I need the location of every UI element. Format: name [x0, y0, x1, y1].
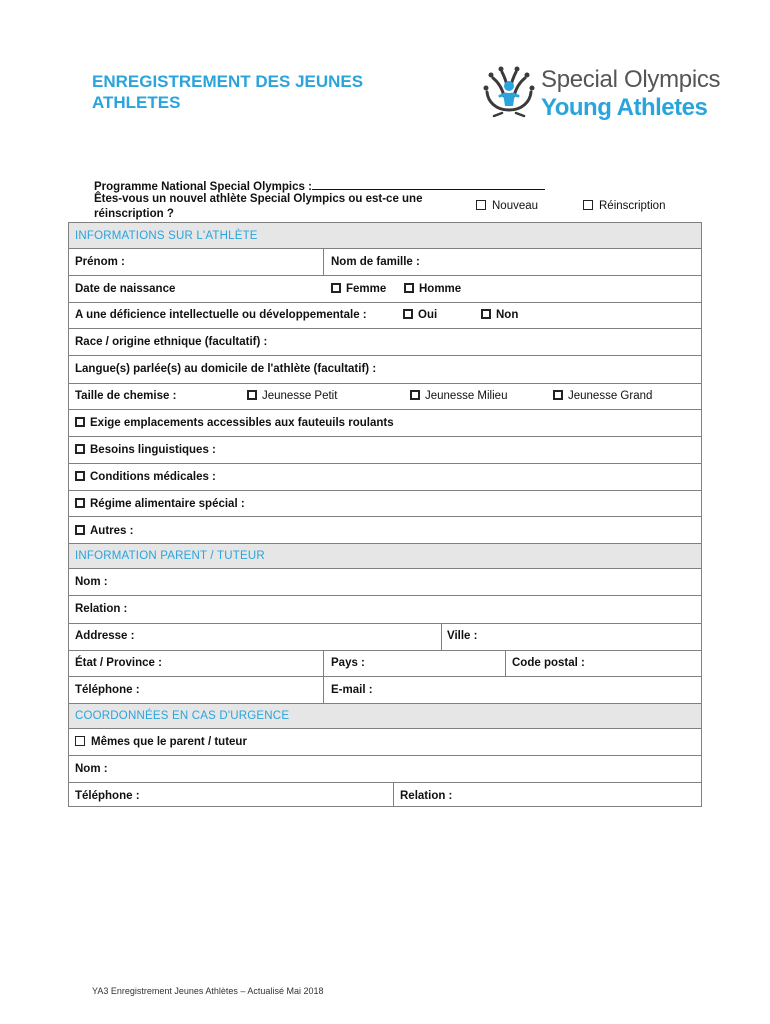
page-footer: YA3 Enregistrement Jeunes Athlètes – Actualisé Mai 2018 [92, 986, 324, 996]
row-divider [69, 623, 701, 624]
option-medical-label: Conditions médicales : [90, 471, 216, 483]
field-parent-phone[interactable]: Téléphone : [75, 684, 140, 696]
option-diet-label: Régime alimentaire spécial : [90, 498, 245, 510]
row-divider [69, 302, 701, 303]
row-divider [69, 568, 701, 569]
row-divider [69, 383, 701, 384]
row-divider [69, 490, 701, 491]
section-emergency-title: COORDONNÉES EN CAS D'URGENCE [75, 710, 290, 722]
column-divider [505, 650, 506, 676]
row-divider [69, 275, 701, 276]
section-parent-title: INFORMATION PARENT / TUTEUR [75, 550, 265, 562]
option-no[interactable] [481, 309, 518, 321]
option-female-label: Femme [346, 283, 387, 295]
logo-text-special-olympics: Special Olympics [541, 66, 721, 93]
column-divider [441, 623, 442, 650]
field-first-name[interactable]: Prénom : [75, 256, 125, 268]
section-parent [69, 543, 701, 568]
option-other[interactable] [75, 525, 133, 537]
row-divider [69, 436, 701, 437]
row-divider [69, 328, 701, 329]
row-divider [69, 409, 701, 410]
checkbox-icon[interactable] [476, 200, 486, 210]
checkbox-icon[interactable] [583, 200, 593, 210]
checkbox-icon[interactable] [75, 525, 85, 535]
option-language-needs-label: Besoins linguistiques : [90, 444, 216, 456]
option-size-small[interactable] [247, 390, 337, 402]
checkbox-icon[interactable] [75, 471, 85, 481]
shirt-size-label: Taille de chemise : [75, 390, 177, 402]
row-divider [69, 782, 701, 783]
field-race[interactable]: Race / origine ethnique (facultatif) : [75, 336, 268, 348]
column-divider [323, 248, 324, 275]
option-wheelchair[interactable] [75, 417, 394, 429]
option-reregister-label: Réinscription [599, 200, 666, 212]
special-olympics-emblem-icon [482, 66, 536, 122]
option-size-medium-label: Jeunesse Milieu [425, 390, 508, 402]
program-blank-field[interactable] [312, 178, 545, 190]
checkbox-icon[interactable] [75, 444, 85, 454]
special-olympics-logo [482, 64, 721, 126]
disability-question: A une déficience intellectuelle ou développementale : [75, 309, 367, 321]
option-new-label: Nouveau [492, 200, 539, 212]
row-divider [69, 355, 701, 356]
checkbox-icon[interactable] [75, 498, 85, 508]
checkbox-icon[interactable] [247, 390, 257, 400]
column-divider [393, 782, 394, 807]
row-divider [69, 595, 701, 596]
registration-question-line2: réinscription ? [94, 208, 174, 220]
program-label: Programme National Special Olympics : [94, 181, 312, 193]
field-state[interactable]: État / Province : [75, 657, 162, 669]
row-divider [69, 676, 701, 677]
checkbox-icon[interactable] [75, 736, 85, 746]
field-address[interactable]: Addresse : [75, 630, 135, 642]
field-city[interactable]: Ville : [447, 630, 478, 642]
option-size-small-label: Jeunesse Petit [262, 390, 338, 402]
option-same-as-parent[interactable] [75, 736, 247, 748]
column-divider [323, 650, 324, 703]
option-language-needs[interactable] [75, 444, 216, 456]
checkbox-icon[interactable] [410, 390, 420, 400]
option-diet[interactable] [75, 498, 245, 510]
field-parent-relation[interactable]: Relation : [75, 603, 128, 615]
option-same-as-parent-label: Mêmes que le parent / tuteur [91, 736, 247, 748]
field-emergency-phone[interactable]: Téléphone : [75, 790, 140, 802]
section-athlete-title: INFORMATIONS SUR L'ATHLÈTE [75, 230, 258, 242]
registration-form-table [68, 222, 702, 807]
option-new[interactable] [476, 200, 538, 212]
section-emergency [69, 703, 701, 728]
option-size-medium[interactable] [410, 390, 507, 402]
field-postal-code[interactable]: Code postal : [512, 657, 585, 669]
option-medical[interactable] [75, 471, 216, 483]
row-divider [69, 650, 701, 651]
field-birth-date[interactable]: Date de naissance [75, 283, 176, 295]
row-divider [69, 543, 701, 544]
option-reregister[interactable] [583, 200, 665, 212]
field-parent-name[interactable]: Nom : [75, 576, 108, 588]
row-divider [69, 248, 701, 249]
field-last-name[interactable]: Nom de famille : [331, 256, 420, 268]
field-emergency-name[interactable]: Nom : [75, 763, 108, 775]
option-size-large-label: Jeunesse Grand [568, 390, 653, 402]
checkbox-icon[interactable] [75, 417, 85, 427]
logo-text-young-athletes: Young Athletes [541, 94, 708, 121]
option-size-large[interactable] [553, 390, 652, 402]
option-yes-label: Oui [418, 309, 438, 321]
field-email[interactable]: E-mail : [331, 684, 373, 696]
option-male[interactable] [404, 283, 461, 295]
checkbox-icon[interactable] [404, 283, 414, 293]
option-male-label: Homme [419, 283, 462, 295]
row-divider [69, 516, 701, 517]
field-country[interactable]: Pays : [331, 657, 365, 669]
option-no-label: Non [496, 309, 519, 321]
row-divider [69, 703, 701, 704]
option-female[interactable] [331, 283, 386, 295]
row-divider [69, 755, 701, 756]
form-title [92, 71, 422, 113]
checkbox-icon[interactable] [403, 309, 413, 319]
registration-question-line1: Êtes-vous un nouvel athlète Special Olympics ou est-ce une [94, 193, 423, 205]
field-languages[interactable]: Langue(s) parlée(s) au domicile de l'athlète (facultatif) : [75, 363, 377, 375]
program-line [94, 178, 545, 193]
field-emergency-relation[interactable]: Relation : [400, 790, 453, 802]
row-divider [69, 463, 701, 464]
checkbox-icon[interactable] [331, 283, 341, 293]
checkbox-icon[interactable] [481, 309, 491, 319]
section-athlete [69, 223, 701, 248]
row-divider [69, 728, 701, 729]
form-title-line1: ENREGISTREMENT DES JEUNES [92, 72, 364, 91]
checkbox-icon[interactable] [553, 390, 563, 400]
form-title-line2: ATHLETES [92, 93, 181, 112]
option-other-label: Autres : [90, 525, 134, 537]
option-wheelchair-label: Exige emplacements accessibles aux fauteuils roulants [90, 417, 394, 429]
option-yes[interactable] [403, 309, 437, 321]
